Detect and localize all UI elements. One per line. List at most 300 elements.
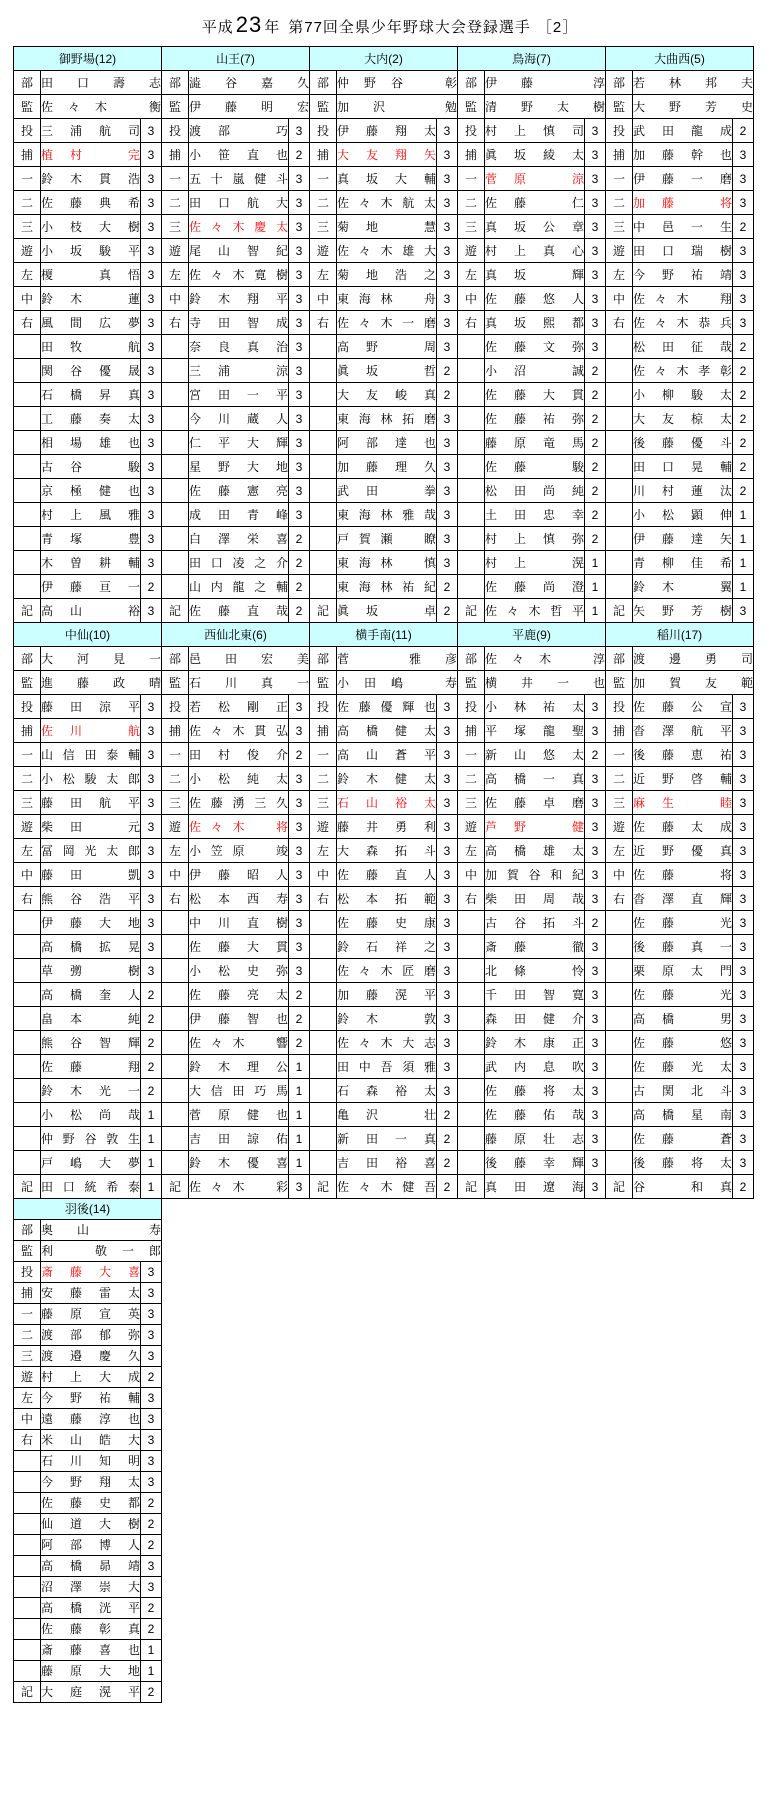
player-name-cell: 北條 怜	[485, 959, 585, 983]
grade-cell: 3	[141, 407, 162, 431]
roster-row	[14, 1577, 162, 1598]
position-cell	[14, 335, 41, 359]
team-header: 横手南(11)	[310, 623, 458, 647]
position-cell	[162, 1079, 189, 1103]
player-name-cell: 田村俊介	[189, 743, 289, 767]
grade-cell: 2	[141, 1682, 162, 1703]
position-cell: 部	[606, 647, 633, 671]
position-cell: 部	[14, 1220, 41, 1241]
player-name-cell: 相場雄也	[41, 431, 141, 455]
position-cell: 一	[162, 167, 189, 191]
player-name-cell: 武田 拳	[337, 479, 437, 503]
position-cell: 三	[14, 791, 41, 815]
grade-cell: 3	[289, 719, 310, 743]
staff-name-cell: 澁谷嘉久	[189, 71, 310, 95]
player-name-cell: 鈴木理公	[189, 1055, 289, 1079]
position-cell: 監	[458, 95, 485, 119]
position-cell: 右	[14, 311, 41, 335]
roster-row	[14, 479, 754, 503]
grade-cell: 2	[437, 1151, 458, 1175]
position-cell: 二	[606, 191, 633, 215]
roster-row	[14, 1325, 162, 1346]
grade-cell: 3	[141, 119, 162, 143]
player-name-cell: 千田智寛	[485, 983, 585, 1007]
position-cell	[310, 503, 337, 527]
player-name-cell: 伊藤大地	[41, 911, 141, 935]
grade-cell: 3	[585, 887, 606, 911]
player-name-cell: 阿部博人	[41, 1535, 141, 1556]
grade-cell: 3	[289, 887, 310, 911]
roster-row	[14, 911, 754, 935]
roster-row	[14, 1661, 162, 1682]
player-name-cell: 松田尚純	[485, 479, 585, 503]
grade-cell: 2	[437, 1127, 458, 1151]
roster-row	[14, 1262, 162, 1283]
position-cell	[162, 503, 189, 527]
player-name-cell: 田牧 航	[41, 335, 141, 359]
position-cell	[310, 575, 337, 599]
team-header-row	[14, 1199, 162, 1220]
player-name-cell: 鈴木翔平	[189, 287, 289, 311]
position-cell: 監	[14, 1241, 41, 1262]
grade-cell: 1	[289, 1151, 310, 1175]
player-name-cell: 佐藤彰真	[41, 1619, 141, 1640]
grade-cell: 3	[585, 695, 606, 719]
player-name-cell: 高橋 男	[633, 1007, 733, 1031]
roster-row	[14, 935, 754, 959]
position-cell	[458, 959, 485, 983]
player-name-cell: 白澤栄喜	[189, 527, 289, 551]
player-name-cell: 古関北斗	[633, 1079, 733, 1103]
roster-row	[14, 671, 754, 695]
position-cell: 一	[310, 743, 337, 767]
grade-cell: 3	[141, 527, 162, 551]
position-cell	[310, 935, 337, 959]
player-name-cell: 冨岡光太郎	[41, 839, 141, 863]
grade-cell: 3	[141, 359, 162, 383]
grade-cell: 3	[289, 383, 310, 407]
position-cell	[458, 359, 485, 383]
grade-cell: 3	[141, 239, 162, 263]
position-cell: 中	[310, 863, 337, 887]
roster-row	[14, 383, 754, 407]
position-cell	[162, 911, 189, 935]
position-cell	[606, 1007, 633, 1031]
roster-table-section-1	[13, 46, 754, 623]
grade-cell: 3	[437, 503, 458, 527]
player-name-cell: 後藤真一	[633, 935, 733, 959]
roster-row	[14, 1556, 162, 1577]
grade-cell: 3	[289, 695, 310, 719]
grade-cell: 1	[733, 551, 754, 575]
roster-row	[14, 767, 754, 791]
roster-row	[14, 263, 754, 287]
position-cell: 投	[606, 119, 633, 143]
position-cell	[14, 1619, 41, 1640]
grade-cell: 3	[141, 503, 162, 527]
grade-cell: 3	[141, 1283, 162, 1304]
grade-cell: 3	[437, 527, 458, 551]
player-name-cell: 小松駿太郎	[41, 767, 141, 791]
player-name-cell: 三浦 涼	[189, 359, 289, 383]
position-cell: 遊	[606, 239, 633, 263]
grade-cell: 3	[437, 719, 458, 743]
position-cell	[606, 431, 633, 455]
grade-cell: 3	[733, 167, 754, 191]
position-cell	[14, 527, 41, 551]
position-cell: 監	[606, 671, 633, 695]
position-cell: 記	[606, 1175, 633, 1199]
position-cell: 遊	[458, 815, 485, 839]
roster-row	[14, 983, 754, 1007]
position-cell	[14, 1007, 41, 1031]
player-name-cell: 近野啓輔	[633, 767, 733, 791]
player-name-cell: 佐藤大貫	[485, 383, 585, 407]
team-header: 稲川(17)	[606, 623, 754, 647]
grade-cell: 3	[141, 863, 162, 887]
grade-cell: 3	[585, 767, 606, 791]
player-name-cell: 大信田巧馬	[189, 1079, 289, 1103]
player-name-cell: 工藤奏太	[41, 407, 141, 431]
position-cell	[14, 1472, 41, 1493]
player-name-cell: 鈴木優喜	[189, 1151, 289, 1175]
position-cell: 記	[162, 1175, 189, 1199]
grade-cell: 3	[733, 1055, 754, 1079]
player-name-cell: 矢野芳樹	[633, 599, 733, 623]
position-cell: 中	[606, 287, 633, 311]
position-cell: 右	[310, 887, 337, 911]
roster-row	[14, 311, 754, 335]
player-name-cell: 佐々木哲平	[485, 599, 585, 623]
grade-cell: 3	[437, 335, 458, 359]
player-name-cell: 佐藤 蒼	[633, 1127, 733, 1151]
position-cell	[310, 1007, 337, 1031]
position-cell: 左	[310, 839, 337, 863]
grade-cell: 3	[733, 1103, 754, 1127]
position-cell	[606, 1127, 633, 1151]
player-name-cell: 佐々木健吾	[337, 1175, 437, 1199]
position-cell	[162, 527, 189, 551]
position-cell	[162, 551, 189, 575]
grade-cell: 2	[585, 503, 606, 527]
grade-cell: 3	[141, 911, 162, 935]
position-cell	[14, 383, 41, 407]
roster-row	[14, 1472, 162, 1493]
player-name-cell: 古谷拓斗	[485, 911, 585, 935]
grade-cell: 2	[585, 407, 606, 431]
grade-cell: 3	[289, 431, 310, 455]
position-cell: 部	[14, 71, 41, 95]
grade-cell: 3	[585, 287, 606, 311]
roster-row	[14, 1682, 162, 1703]
grade-cell: 3	[141, 287, 162, 311]
position-cell: 一	[162, 743, 189, 767]
grade-cell: 3	[141, 1577, 162, 1598]
player-name-cell: 高橋星南	[633, 1103, 733, 1127]
grade-cell: 2	[141, 575, 162, 599]
grade-cell: 3	[733, 311, 754, 335]
player-name-cell: 青塚 豊	[41, 527, 141, 551]
grade-cell: 3	[585, 1151, 606, 1175]
position-cell	[606, 983, 633, 1007]
grade-cell: 3	[437, 1055, 458, 1079]
player-name-cell: 佐藤 翔	[41, 1055, 141, 1079]
position-cell	[162, 479, 189, 503]
roster-row	[14, 335, 754, 359]
grade-cell: 3	[585, 983, 606, 1007]
player-name-cell: 藤原壮志	[485, 1127, 585, 1151]
position-cell	[14, 575, 41, 599]
team-header: 鳥海(7)	[458, 47, 606, 71]
grade-cell: 3	[289, 791, 310, 815]
position-cell	[458, 1031, 485, 1055]
player-name-cell: 中川直樹	[189, 911, 289, 935]
player-name-cell: 吉田裕喜	[337, 1151, 437, 1175]
position-cell	[162, 1031, 189, 1055]
position-cell: 部	[310, 647, 337, 671]
roster-row	[14, 1055, 754, 1079]
player-name-cell: 平塚龍聖	[485, 719, 585, 743]
player-name-cell: 東海林 慎	[337, 551, 437, 575]
position-cell: 捕	[14, 719, 41, 743]
grade-cell: 1	[289, 1055, 310, 1079]
player-name-cell: 小枝大樹	[41, 215, 141, 239]
position-cell	[162, 1103, 189, 1127]
grade-cell: 2	[733, 215, 754, 239]
grade-cell: 3	[733, 191, 754, 215]
position-cell	[14, 1577, 41, 1598]
player-name-cell: 佐藤亮太	[189, 983, 289, 1007]
grade-cell: 3	[289, 359, 310, 383]
roster-row	[14, 143, 754, 167]
position-cell: 捕	[606, 719, 633, 743]
position-cell: 投	[458, 695, 485, 719]
grade-cell: 3	[733, 1151, 754, 1175]
grade-cell: 3	[585, 263, 606, 287]
position-cell	[14, 959, 41, 983]
player-name-cell: 小沼 誠	[485, 359, 585, 383]
grade-cell: 3	[733, 1127, 754, 1151]
position-cell	[14, 1055, 41, 1079]
position-cell: 中	[162, 863, 189, 887]
grade-cell: 1	[141, 1175, 162, 1199]
position-cell: 部	[14, 647, 41, 671]
position-cell: 遊	[14, 1367, 41, 1388]
player-name-cell: 仙道大樹	[41, 1514, 141, 1535]
team-header: 西仙北東(6)	[162, 623, 310, 647]
player-name-cell: 佐藤光太	[633, 1055, 733, 1079]
position-cell	[162, 455, 189, 479]
grade-cell: 3	[733, 143, 754, 167]
player-name-cell: 仁平大輝	[189, 431, 289, 455]
position-cell	[14, 1493, 41, 1514]
player-name-cell: 高山 裕	[41, 599, 141, 623]
position-cell: 右	[14, 887, 41, 911]
position-cell: 投	[162, 119, 189, 143]
grade-cell: 2	[289, 143, 310, 167]
grade-cell: 3	[585, 1127, 606, 1151]
grade-cell: 3	[289, 935, 310, 959]
position-cell	[310, 551, 337, 575]
player-name-cell: 真田遼海	[485, 1175, 585, 1199]
player-name-cell: 松本拓範	[337, 887, 437, 911]
player-name-cell: 榎 真悟	[41, 263, 141, 287]
player-name-cell: 古谷 駿	[41, 455, 141, 479]
position-cell: 右	[606, 887, 633, 911]
position-cell: 記	[310, 1175, 337, 1199]
roster-row	[14, 1103, 754, 1127]
title-era: 平成	[201, 19, 234, 36]
grade-cell: 2	[733, 431, 754, 455]
position-cell: 左	[458, 839, 485, 863]
position-cell: 遊	[14, 239, 41, 263]
grade-cell: 3	[437, 431, 458, 455]
player-name-cell: 伊藤一磨	[633, 167, 733, 191]
player-name-cell: 谷 和真	[633, 1175, 733, 1199]
player-name-cell: 佐藤史都	[41, 1493, 141, 1514]
position-cell: 一	[310, 167, 337, 191]
position-cell: 左	[14, 839, 41, 863]
player-name-cell: 田口晃輔	[633, 455, 733, 479]
position-cell	[458, 911, 485, 935]
position-cell	[14, 1556, 41, 1577]
position-cell	[458, 1127, 485, 1151]
player-name-cell: 若松剛正	[189, 695, 289, 719]
player-name-cell: 成田青峰	[189, 503, 289, 527]
position-cell: 捕	[14, 1283, 41, 1304]
player-name-cell: 今野翔太	[41, 1472, 141, 1493]
position-cell	[162, 383, 189, 407]
position-cell: 投	[310, 695, 337, 719]
player-name-cell: 柴田周哉	[485, 887, 585, 911]
grade-cell: 3	[141, 719, 162, 743]
staff-name-cell: 利 敬一郎	[41, 1241, 162, 1262]
position-cell: 記	[458, 1175, 485, 1199]
player-name-cell: 真坂 輝	[485, 263, 585, 287]
player-name-cell: 今川蔵人	[189, 407, 289, 431]
position-cell: 一	[14, 1304, 41, 1325]
position-cell	[310, 983, 337, 1007]
position-cell: 右	[606, 311, 633, 335]
position-cell	[14, 1535, 41, 1556]
player-name-cell: 草彅 樹	[41, 959, 141, 983]
roster-row	[14, 1535, 162, 1556]
grade-cell: 3	[289, 479, 310, 503]
grade-cell: 3	[585, 215, 606, 239]
position-cell: 三	[14, 215, 41, 239]
player-name-cell: 高橋奎人	[41, 983, 141, 1007]
position-cell	[458, 1055, 485, 1079]
player-name-cell: 村上慎弥	[485, 527, 585, 551]
position-cell	[606, 1103, 633, 1127]
position-cell	[310, 431, 337, 455]
position-cell: 二	[14, 191, 41, 215]
grade-cell: 3	[733, 911, 754, 935]
position-cell: 監	[310, 95, 337, 119]
player-name-cell: 米山皓大	[41, 1430, 141, 1451]
grade-cell: 2	[585, 911, 606, 935]
position-cell	[606, 911, 633, 935]
grade-cell: 1	[141, 1127, 162, 1151]
position-cell	[14, 1598, 41, 1619]
roster-row	[14, 887, 754, 911]
position-cell	[14, 1127, 41, 1151]
grade-cell: 3	[585, 1031, 606, 1055]
position-cell: 監	[14, 95, 41, 119]
grade-cell: 3	[437, 767, 458, 791]
player-name-cell: 阿部達也	[337, 431, 437, 455]
position-cell	[310, 1055, 337, 1079]
player-name-cell: 高橋昴靖	[41, 1556, 141, 1577]
grade-cell: 3	[585, 959, 606, 983]
grade-cell: 3	[733, 287, 754, 311]
position-cell	[310, 1151, 337, 1175]
grade-cell: 3	[733, 1031, 754, 1055]
grade-cell: 3	[437, 959, 458, 983]
staff-name-cell: 大野芳史	[633, 95, 754, 119]
team-header-row	[14, 623, 754, 647]
player-name-cell: 高橋一真	[485, 767, 585, 791]
grade-cell: 3	[437, 551, 458, 575]
grade-cell: 3	[141, 215, 162, 239]
position-cell	[162, 431, 189, 455]
player-name-cell: 小林祐太	[485, 695, 585, 719]
roster-table-section-3	[13, 1198, 162, 1703]
player-name-cell: 吉田諒佑	[189, 1127, 289, 1151]
player-name-cell: 鈴木 翼	[633, 575, 733, 599]
player-name-cell: 大友椋太	[633, 407, 733, 431]
page-title	[0, 0, 780, 38]
position-cell	[458, 383, 485, 407]
grade-cell: 3	[733, 983, 754, 1007]
grade-cell: 3	[141, 551, 162, 575]
grade-cell: 3	[733, 1007, 754, 1031]
position-cell: 右	[458, 887, 485, 911]
grade-cell: 3	[437, 743, 458, 767]
player-name-cell: 佐々木寛樹	[189, 263, 289, 287]
position-cell	[606, 479, 633, 503]
roster-row	[14, 287, 754, 311]
grade-cell: 2	[141, 1079, 162, 1103]
roster-sections	[13, 46, 780, 1703]
roster-row	[14, 1388, 162, 1409]
player-name-cell: 渡邉慶久	[41, 1346, 141, 1367]
position-cell: 一	[14, 167, 41, 191]
grade-cell: 2	[733, 407, 754, 431]
grade-cell: 3	[141, 1409, 162, 1430]
grade-cell: 2	[141, 1007, 162, 1031]
grade-cell: 2	[437, 383, 458, 407]
position-cell: 二	[310, 191, 337, 215]
grade-cell: 3	[141, 887, 162, 911]
position-cell	[310, 527, 337, 551]
grade-cell: 3	[289, 119, 310, 143]
player-name-cell: 斎藤喜也	[41, 1640, 141, 1661]
player-name-cell: 大友峻真	[337, 383, 437, 407]
player-name-cell: 藤原竜馬	[485, 431, 585, 455]
grade-cell: 3	[289, 815, 310, 839]
player-name-cell: 佐藤 光	[633, 983, 733, 1007]
player-name-cell: 熊谷智輝	[41, 1031, 141, 1055]
grade-cell: 2	[585, 743, 606, 767]
grade-cell: 3	[733, 263, 754, 287]
roster-row	[14, 167, 754, 191]
grade-cell: 3	[141, 695, 162, 719]
grade-cell: 2	[733, 479, 754, 503]
grade-cell: 3	[437, 983, 458, 1007]
grade-cell: 3	[289, 1175, 310, 1199]
staff-name-cell: 横井一也	[485, 671, 606, 695]
